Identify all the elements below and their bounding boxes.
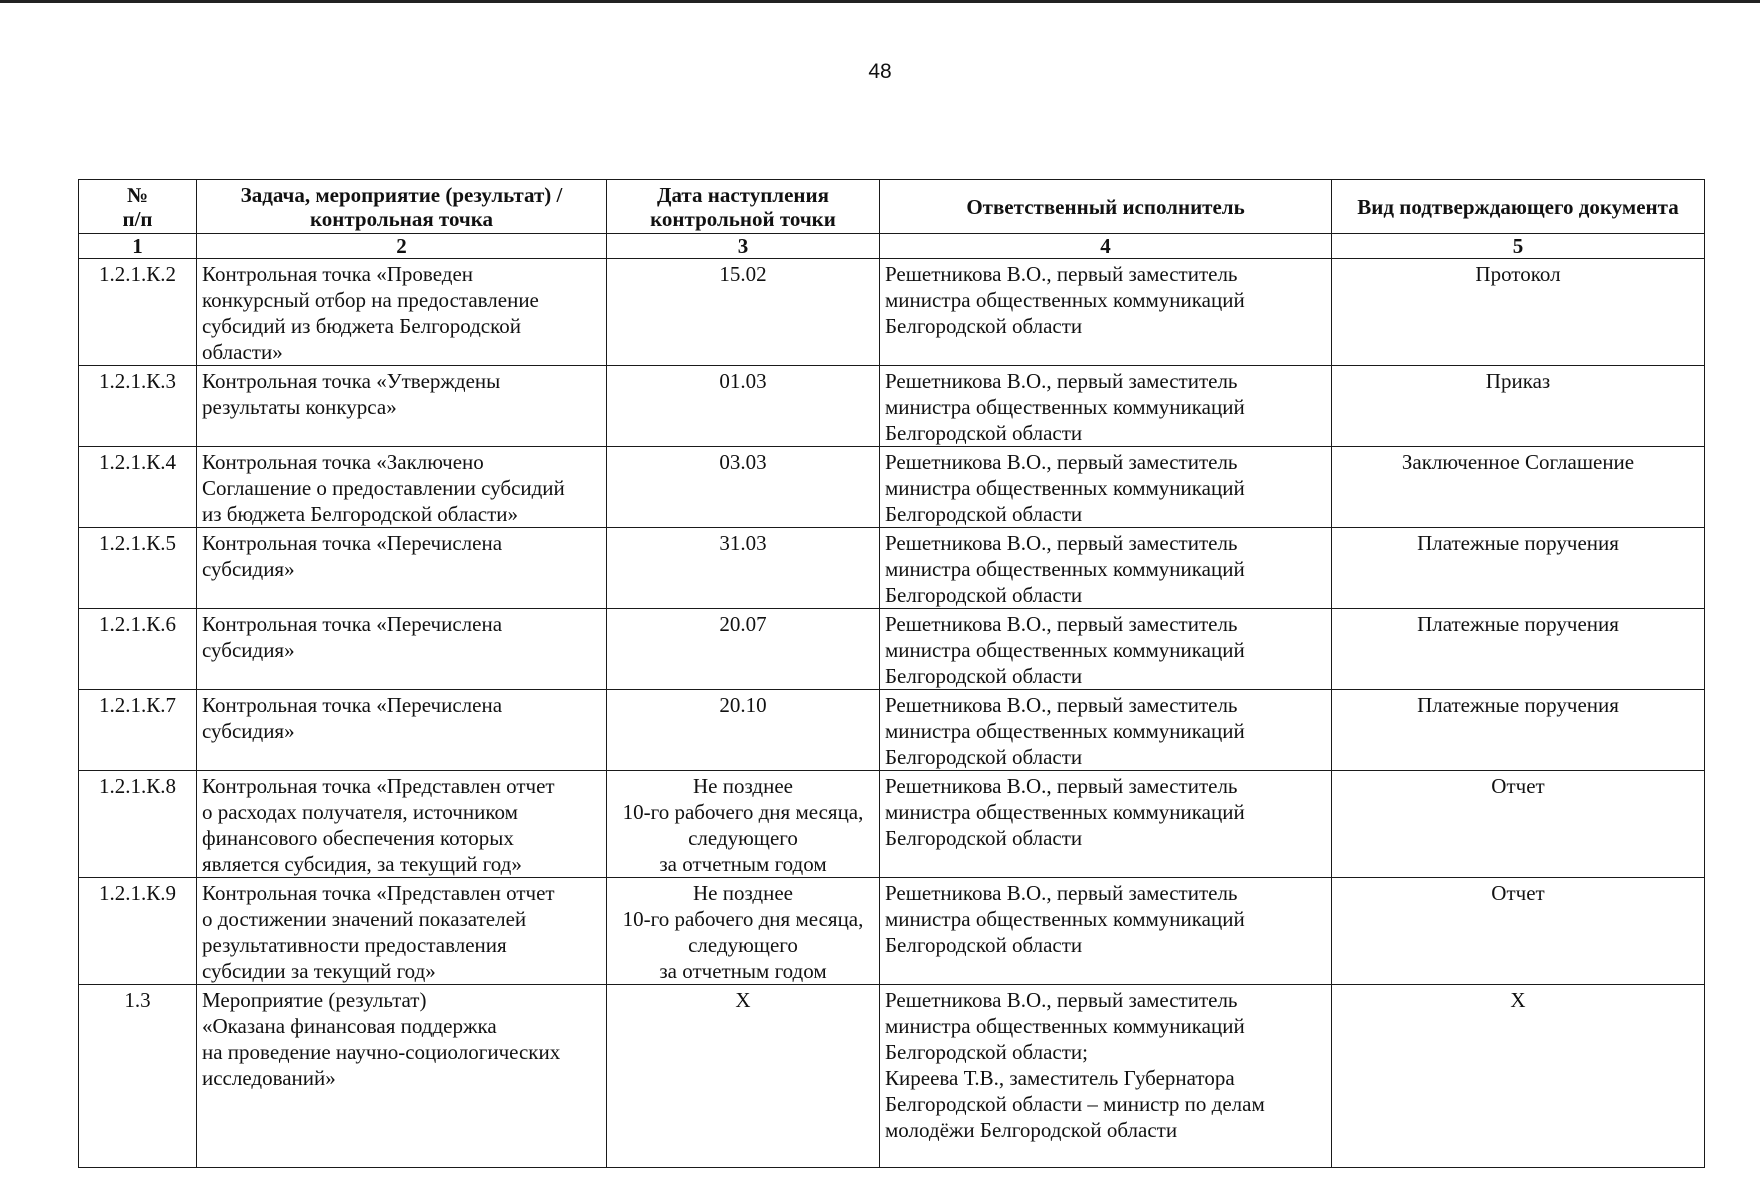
- row-date: 31.03: [607, 528, 880, 609]
- row-executor: Решетникова В.О., первый заместитель министра общественных коммуникаций Белгородской области: [880, 259, 1332, 366]
- row-task: Контрольная точка «Представлен отчет о достижении значений показателей результативности предоставления субсидии за текущий год»: [197, 878, 607, 985]
- row-date: 15.02: [607, 259, 880, 366]
- row-date: 20.07: [607, 609, 880, 690]
- table-row: [79, 366, 1705, 447]
- page-number: 48: [868, 60, 892, 83]
- table-row: [79, 447, 1705, 528]
- row-number: 1.2.1.К.4: [79, 447, 197, 528]
- row-document: Заключенное Соглашение: [1332, 447, 1705, 528]
- row-document: Платежные поручения: [1332, 690, 1705, 771]
- row-document: Приказ: [1332, 366, 1705, 447]
- table-row: [79, 528, 1705, 609]
- row-date: Не позднее 10-го рабочего дня месяца, следующего за отчетным годом: [607, 771, 880, 878]
- header-executor: Ответственный исполнитель: [880, 180, 1332, 234]
- row-task: Контрольная точка «Утверждены результаты конкурса»: [197, 366, 607, 447]
- row-date: 03.03: [607, 447, 880, 528]
- row-number: 1.3: [79, 985, 197, 1168]
- row-number: 1.2.1.К.5: [79, 528, 197, 609]
- header-task: Задача, мероприятие (результат) / контрольная точка: [197, 180, 607, 234]
- row-date: 20.10: [607, 690, 880, 771]
- row-number: 1.2.1.К.6: [79, 609, 197, 690]
- column-number-5: 5: [1332, 234, 1705, 259]
- row-executor: Решетникова В.О., первый заместитель министра общественных коммуникаций Белгородской области: [880, 528, 1332, 609]
- row-task: Мероприятие (результат) «Оказана финансовая поддержка на проведение научно-социологических исследований»: [197, 985, 607, 1168]
- row-task: Контрольная точка «Перечислена субсидия»: [197, 690, 607, 771]
- row-task: Контрольная точка «Заключено Соглашение о предоставлении субсидий из бюджета Белгородской области»: [197, 447, 607, 528]
- row-executor: Решетникова В.О., первый заместитель министра общественных коммуникаций Белгородской области: [880, 447, 1332, 528]
- row-date: Х: [607, 985, 880, 1168]
- table-header-row: [79, 180, 1705, 234]
- table-row: [79, 985, 1705, 1168]
- row-date: 01.03: [607, 366, 880, 447]
- column-number-3: 3: [607, 234, 880, 259]
- header-number: № п/п: [79, 180, 197, 234]
- table-row: [79, 609, 1705, 690]
- row-document: Отчет: [1332, 878, 1705, 985]
- top-border-line: [0, 0, 1760, 3]
- column-number-2: 2: [197, 234, 607, 259]
- row-document: Платежные поручения: [1332, 528, 1705, 609]
- row-executor: Решетникова В.О., первый заместитель министра общественных коммуникаций Белгородской области: [880, 690, 1332, 771]
- row-executor: Решетникова В.О., первый заместитель министра общественных коммуникаций Белгородской области: [880, 609, 1332, 690]
- header-date: Дата наступления контрольной точки: [607, 180, 880, 234]
- row-number: 1.2.1.К.8: [79, 771, 197, 878]
- row-executor: Решетникова В.О., первый заместитель министра общественных коммуникаций Белгородской области: [880, 771, 1332, 878]
- table-row: [79, 259, 1705, 366]
- row-number: 1.2.1.К.9: [79, 878, 197, 985]
- row-document: Платежные поручения: [1332, 609, 1705, 690]
- column-numbers-row: [79, 234, 1705, 259]
- row-number: 1.2.1.К.2: [79, 259, 197, 366]
- row-number: 1.2.1.К.7: [79, 690, 197, 771]
- row-date: Не позднее 10-го рабочего дня месяца, следующего за отчетным годом: [607, 878, 880, 985]
- row-executor: Решетникова В.О., первый заместитель министра общественных коммуникаций Белгородской области: [880, 366, 1332, 447]
- row-executor: Решетникова В.О., первый заместитель министра общественных коммуникаций Белгородской области; Киреева Т.В., заместитель Губернатора Белгородской области – министр по делам молодёжи Белгородской области: [880, 985, 1332, 1168]
- row-task: Контрольная точка «Перечислена субсидия»: [197, 609, 607, 690]
- header-document: Вид подтверждающего документа: [1332, 180, 1705, 234]
- row-document: Х: [1332, 985, 1705, 1168]
- table-row: [79, 771, 1705, 878]
- row-document: Отчет: [1332, 771, 1705, 878]
- row-document: Протокол: [1332, 259, 1705, 366]
- row-number: 1.2.1.К.3: [79, 366, 197, 447]
- table-row: [79, 690, 1705, 771]
- row-task: Контрольная точка «Перечислена субсидия»: [197, 528, 607, 609]
- row-task: Контрольная точка «Представлен отчет о расходах получателя, источником финансового обеспечения которых является субсидия, за текущий год»: [197, 771, 607, 878]
- column-number-1: 1: [79, 234, 197, 259]
- column-number-4: 4: [880, 234, 1332, 259]
- row-executor: Решетникова В.О., первый заместитель министра общественных коммуникаций Белгородской области: [880, 878, 1332, 985]
- control-points-table: [78, 179, 1705, 1168]
- table-row: [79, 878, 1705, 985]
- row-task: Контрольная точка «Проведен конкурсный отбор на предоставление субсидий из бюджета Белгородской области»: [197, 259, 607, 366]
